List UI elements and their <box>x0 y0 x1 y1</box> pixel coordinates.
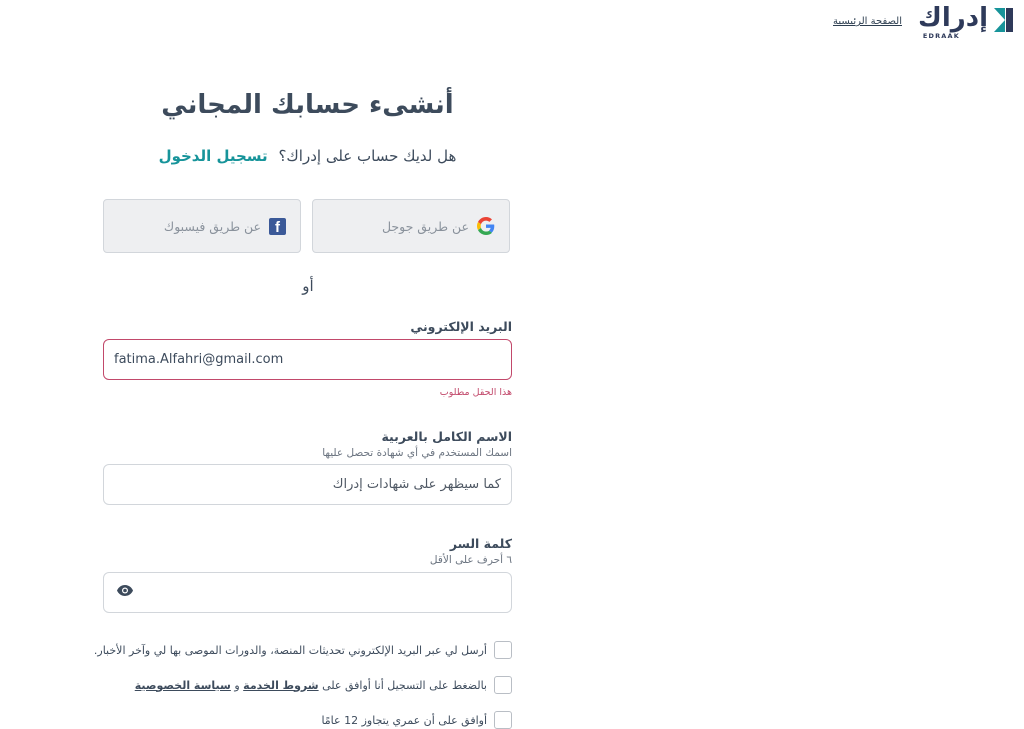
newsletter-text: أرسل لي عبر البريد الإلكتروني تحديثات المنصة، والدورات الموصى بها لي وآخر الأخبار. <box>93 643 487 657</box>
privacy-policy-link[interactable]: سياسة الخصوصية <box>134 678 231 692</box>
password-label: كلمة السر <box>449 536 512 551</box>
terms-of-service-link[interactable]: شروط الخدمة <box>243 678 319 692</box>
terms-prefix: بالضغط على التسجيل أنا أوافق على <box>322 678 487 692</box>
google-button-label: عن طريق جوجل <box>381 218 469 234</box>
google-signup-button[interactable] <box>312 199 510 253</box>
terms-and: و <box>234 678 240 692</box>
email-error-message: هذا الحقل مطلوب <box>439 387 512 398</box>
logo-mark-icon <box>994 8 1014 32</box>
age-row <box>321 711 512 729</box>
terms-row <box>135 676 512 694</box>
age-checkbox[interactable] <box>494 711 512 729</box>
age-text: أوافق على أن عمري يتجاوز 12 عامًا <box>321 713 487 727</box>
have-account-line <box>103 147 512 165</box>
email-field[interactable] <box>103 339 512 380</box>
facebook-signup-button[interactable] <box>103 199 301 253</box>
or-divider: أو <box>302 277 314 295</box>
login-link[interactable]: تسجيل الدخول <box>158 147 268 165</box>
terms-checkbox[interactable] <box>494 676 512 694</box>
google-icon <box>477 217 495 235</box>
full-name-hint: اسمك المستخدم في أي شهادة تحصل عليها <box>322 447 512 459</box>
show-password-eye-icon[interactable] <box>117 585 133 596</box>
full-name-label: الاسم الكامل بالعربية <box>381 429 512 444</box>
page-title: أنشىء حسابك المجاني <box>161 90 454 120</box>
newsletter-row <box>94 641 512 659</box>
full-name-field[interactable] <box>103 464 512 505</box>
have-account-text: هل لديك حساب على إدراك؟ <box>278 147 457 165</box>
password-field[interactable] <box>103 572 512 613</box>
newsletter-checkbox[interactable] <box>494 641 512 659</box>
edraak-logo[interactable] <box>914 3 1014 40</box>
email-label: البريد الإلكتروني <box>410 319 512 334</box>
top-bar <box>0 0 1024 48</box>
logo-english-text: EDRAAK <box>922 32 960 40</box>
logo-arabic-text: إدراك <box>918 3 988 33</box>
home-link[interactable]: الصفحة الرئيسية <box>833 16 902 27</box>
facebook-button-label: عن طريق فيسبوك <box>163 218 261 234</box>
facebook-icon: f <box>269 218 286 235</box>
password-hint: ٦ أحرف على الأقل <box>429 554 512 566</box>
